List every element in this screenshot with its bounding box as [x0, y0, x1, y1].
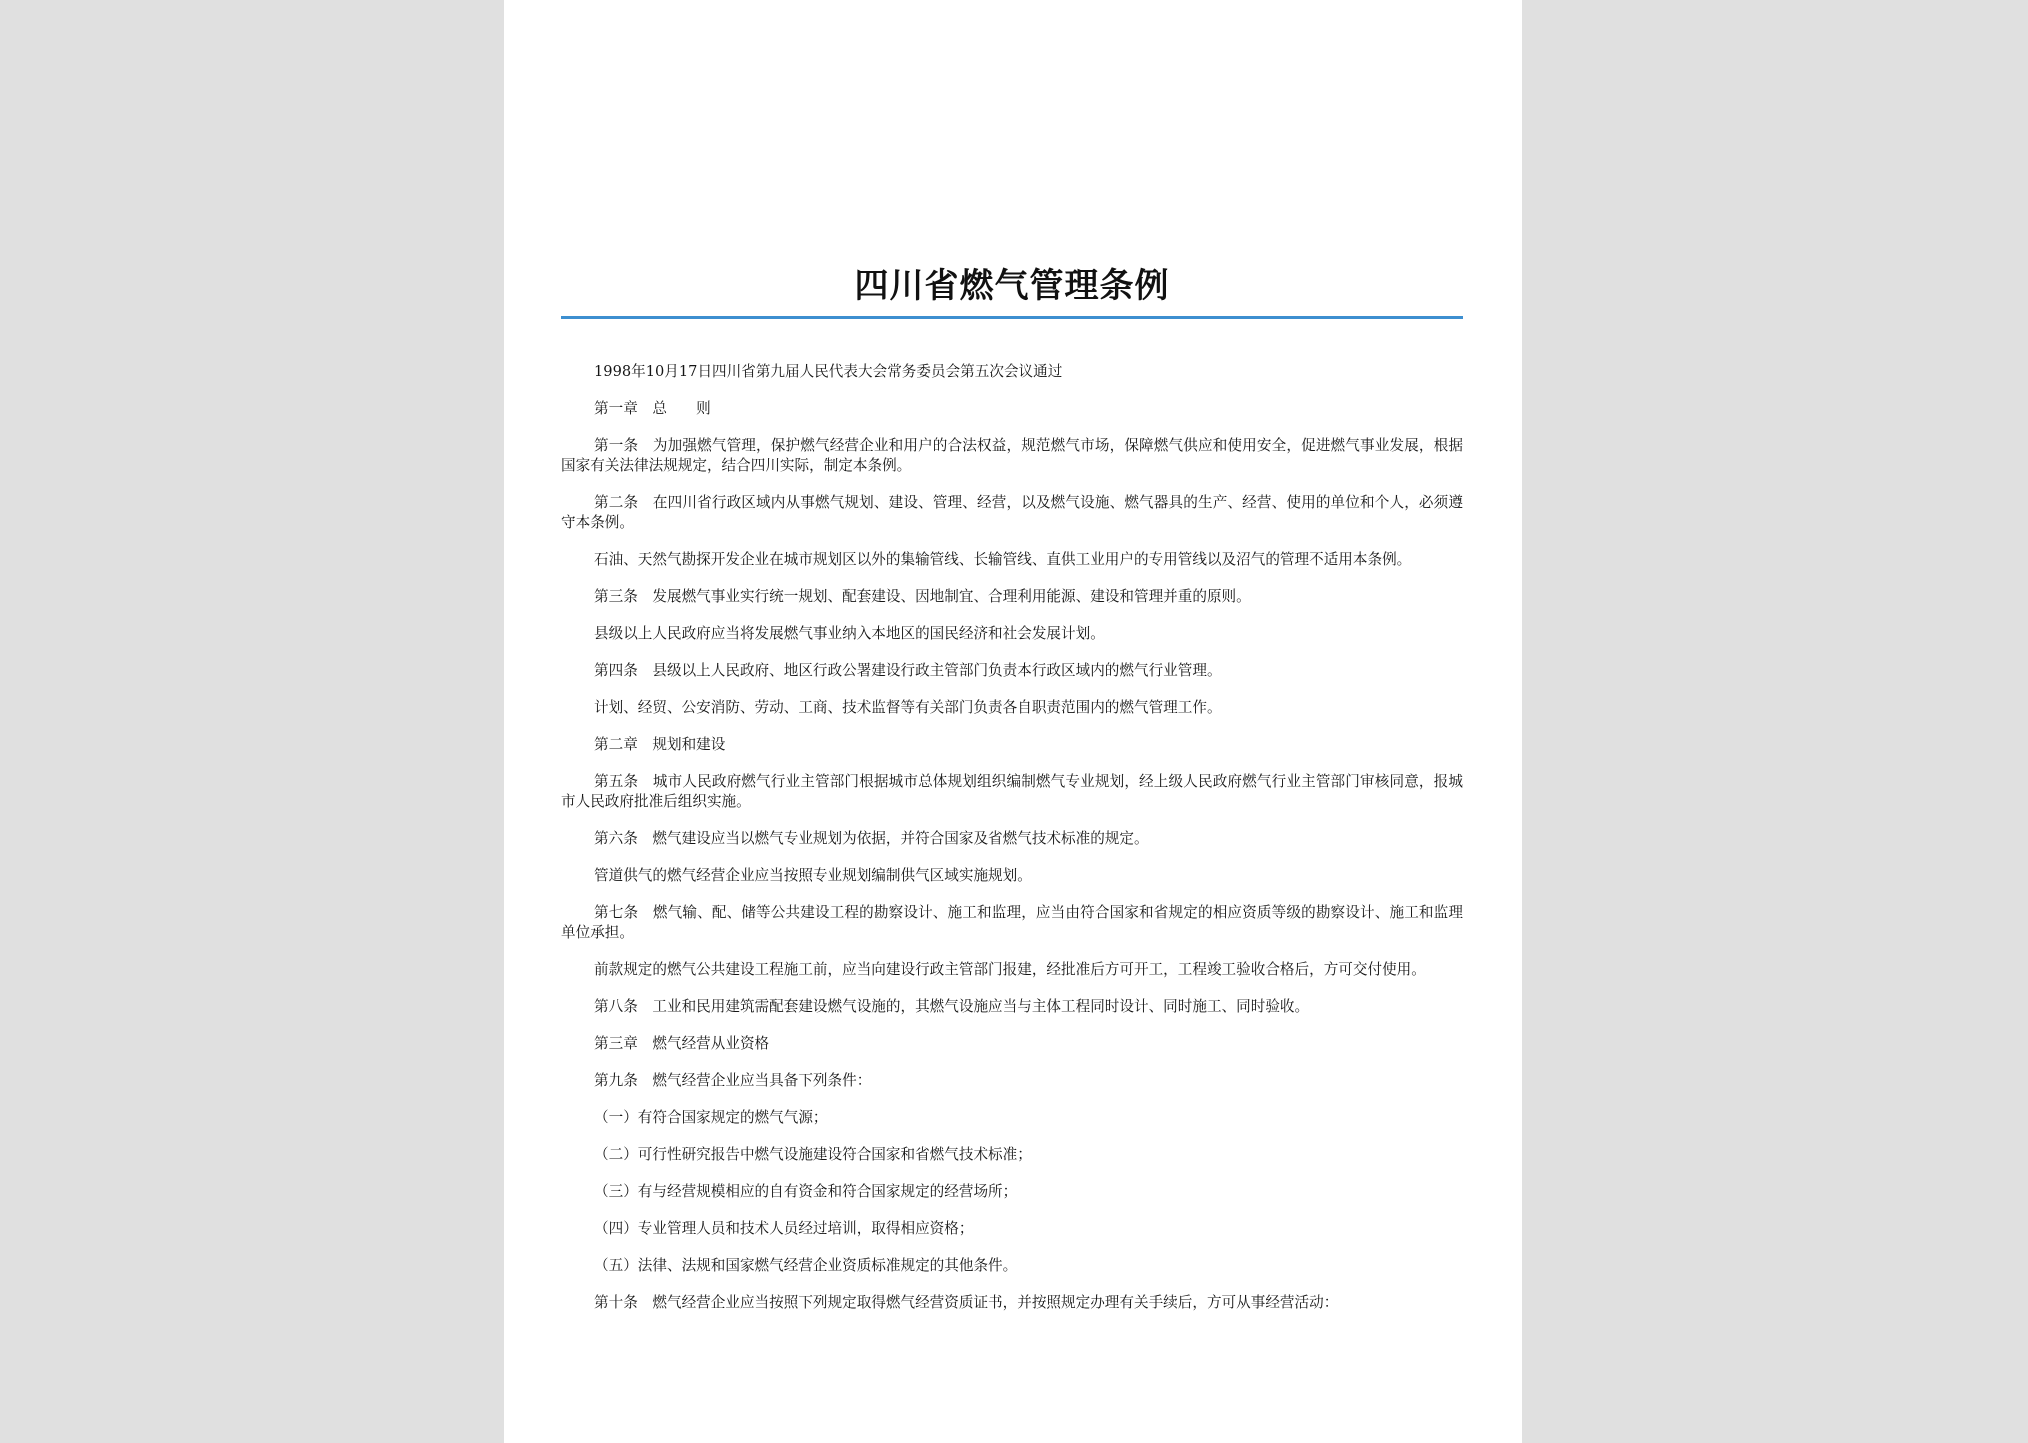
title-underline	[561, 316, 1463, 319]
list-item: （五）法律、法规和国家燃气经营企业资质标准规定的其他条件。	[594, 1257, 1018, 1274]
article-paragraph: 第六条 燃气建设应当以燃气专业规划为依据，并符合国家及省燃气技术标准的规定。	[594, 830, 1149, 847]
list-item: （二）可行性研究报告中燃气设施建设符合国家和省燃气技术标准；	[594, 1146, 1032, 1163]
article-paragraph: 前款规定的燃气公共建设工程施工前，应当向建设行政主管部门报建，经批准后方可开工，工程竣工验收合格后，方可交付使用。	[594, 961, 1426, 978]
list-item: （四）专业管理人员和技术人员经过培训，取得相应资格；	[594, 1220, 974, 1237]
chapter-heading: 第三章 燃气经营从业资格	[594, 1035, 770, 1052]
adoption-note: 1998年10月17日四川省第九届人民代表大会常务委员会第五次会议通过	[594, 363, 1063, 380]
document-body	[561, 362, 1463, 1330]
list-item: （三）有与经营规模相应的自有资金和符合国家规定的经营场所；	[594, 1183, 1018, 1200]
article-paragraph: 管道供气的燃气经营企业应当按照专业规划编制供气区域实施规划。	[594, 867, 1032, 884]
document-title: 四川省燃气管理条例	[854, 266, 1170, 306]
article-paragraph: 第一条 为加强燃气管理，保护燃气经营企业和用户的合法权益，规范燃气市场，保障燃气供应和使用安全，促进燃气事业发展，根据国家有关法律法规规定，结合四川实际，制定本条例。	[561, 437, 1463, 474]
article-paragraph: 第二条 在四川省行政区域内从事燃气规划、建设、管理、经营，以及燃气设施、燃气器具的生产、经营、使用的单位和个人，必须遵守本条例。	[561, 494, 1463, 531]
article-paragraph: 第十条 燃气经营企业应当按照下列规定取得燃气经营资质证书，并按照规定办理有关手续后，方可从事经营活动：	[594, 1294, 1339, 1311]
article-paragraph: 县级以上人民政府应当将发展燃气事业纳入本地区的国民经济和社会发展计划。	[594, 625, 1105, 642]
article-paragraph: 第九条 燃气经营企业应当具备下列条件：	[594, 1072, 872, 1089]
chapter-heading: 第二章 规划和建设	[594, 736, 726, 753]
document-page	[504, 0, 1522, 1443]
article-paragraph: 第四条 县级以上人民政府、地区行政公署建设行政主管部门负责本行政区域内的燃气行业管理。	[594, 662, 1222, 679]
list-item: （一）有符合国家规定的燃气气源；	[594, 1109, 828, 1126]
article-paragraph: 第七条 燃气输、配、储等公共建设工程的勘察设计、施工和监理，应当由符合国家和省规定的相应资质等级的勘察设计、施工和监理单位承担。	[561, 904, 1463, 941]
article-paragraph: 第五条 城市人民政府燃气行业主管部门根据城市总体规划组织编制燃气专业规划，经上级人民政府燃气行业主管部门审核同意，报城市人民政府批准后组织实施。	[561, 773, 1463, 810]
chapter-heading: 第一章 总 则	[594, 400, 711, 417]
article-paragraph: 第三条 发展燃气事业实行统一规划、配套建设、因地制宜、合理利用能源、建设和管理并重的原则。	[594, 588, 1251, 605]
article-paragraph: 石油、天然气勘探开发企业在城市规划区以外的集输管线、长输管线、直供工业用户的专用管线以及沼气的管理不适用本条例。	[594, 551, 1412, 568]
article-paragraph: 计划、经贸、公安消防、劳动、工商、技术监督等有关部门负责各自职责范围内的燃气管理工作。	[594, 699, 1222, 716]
article-paragraph: 第八条 工业和民用建筑需配套建设燃气设施的，其燃气设施应当与主体工程同时设计、同时施工、同时验收。	[594, 998, 1310, 1015]
